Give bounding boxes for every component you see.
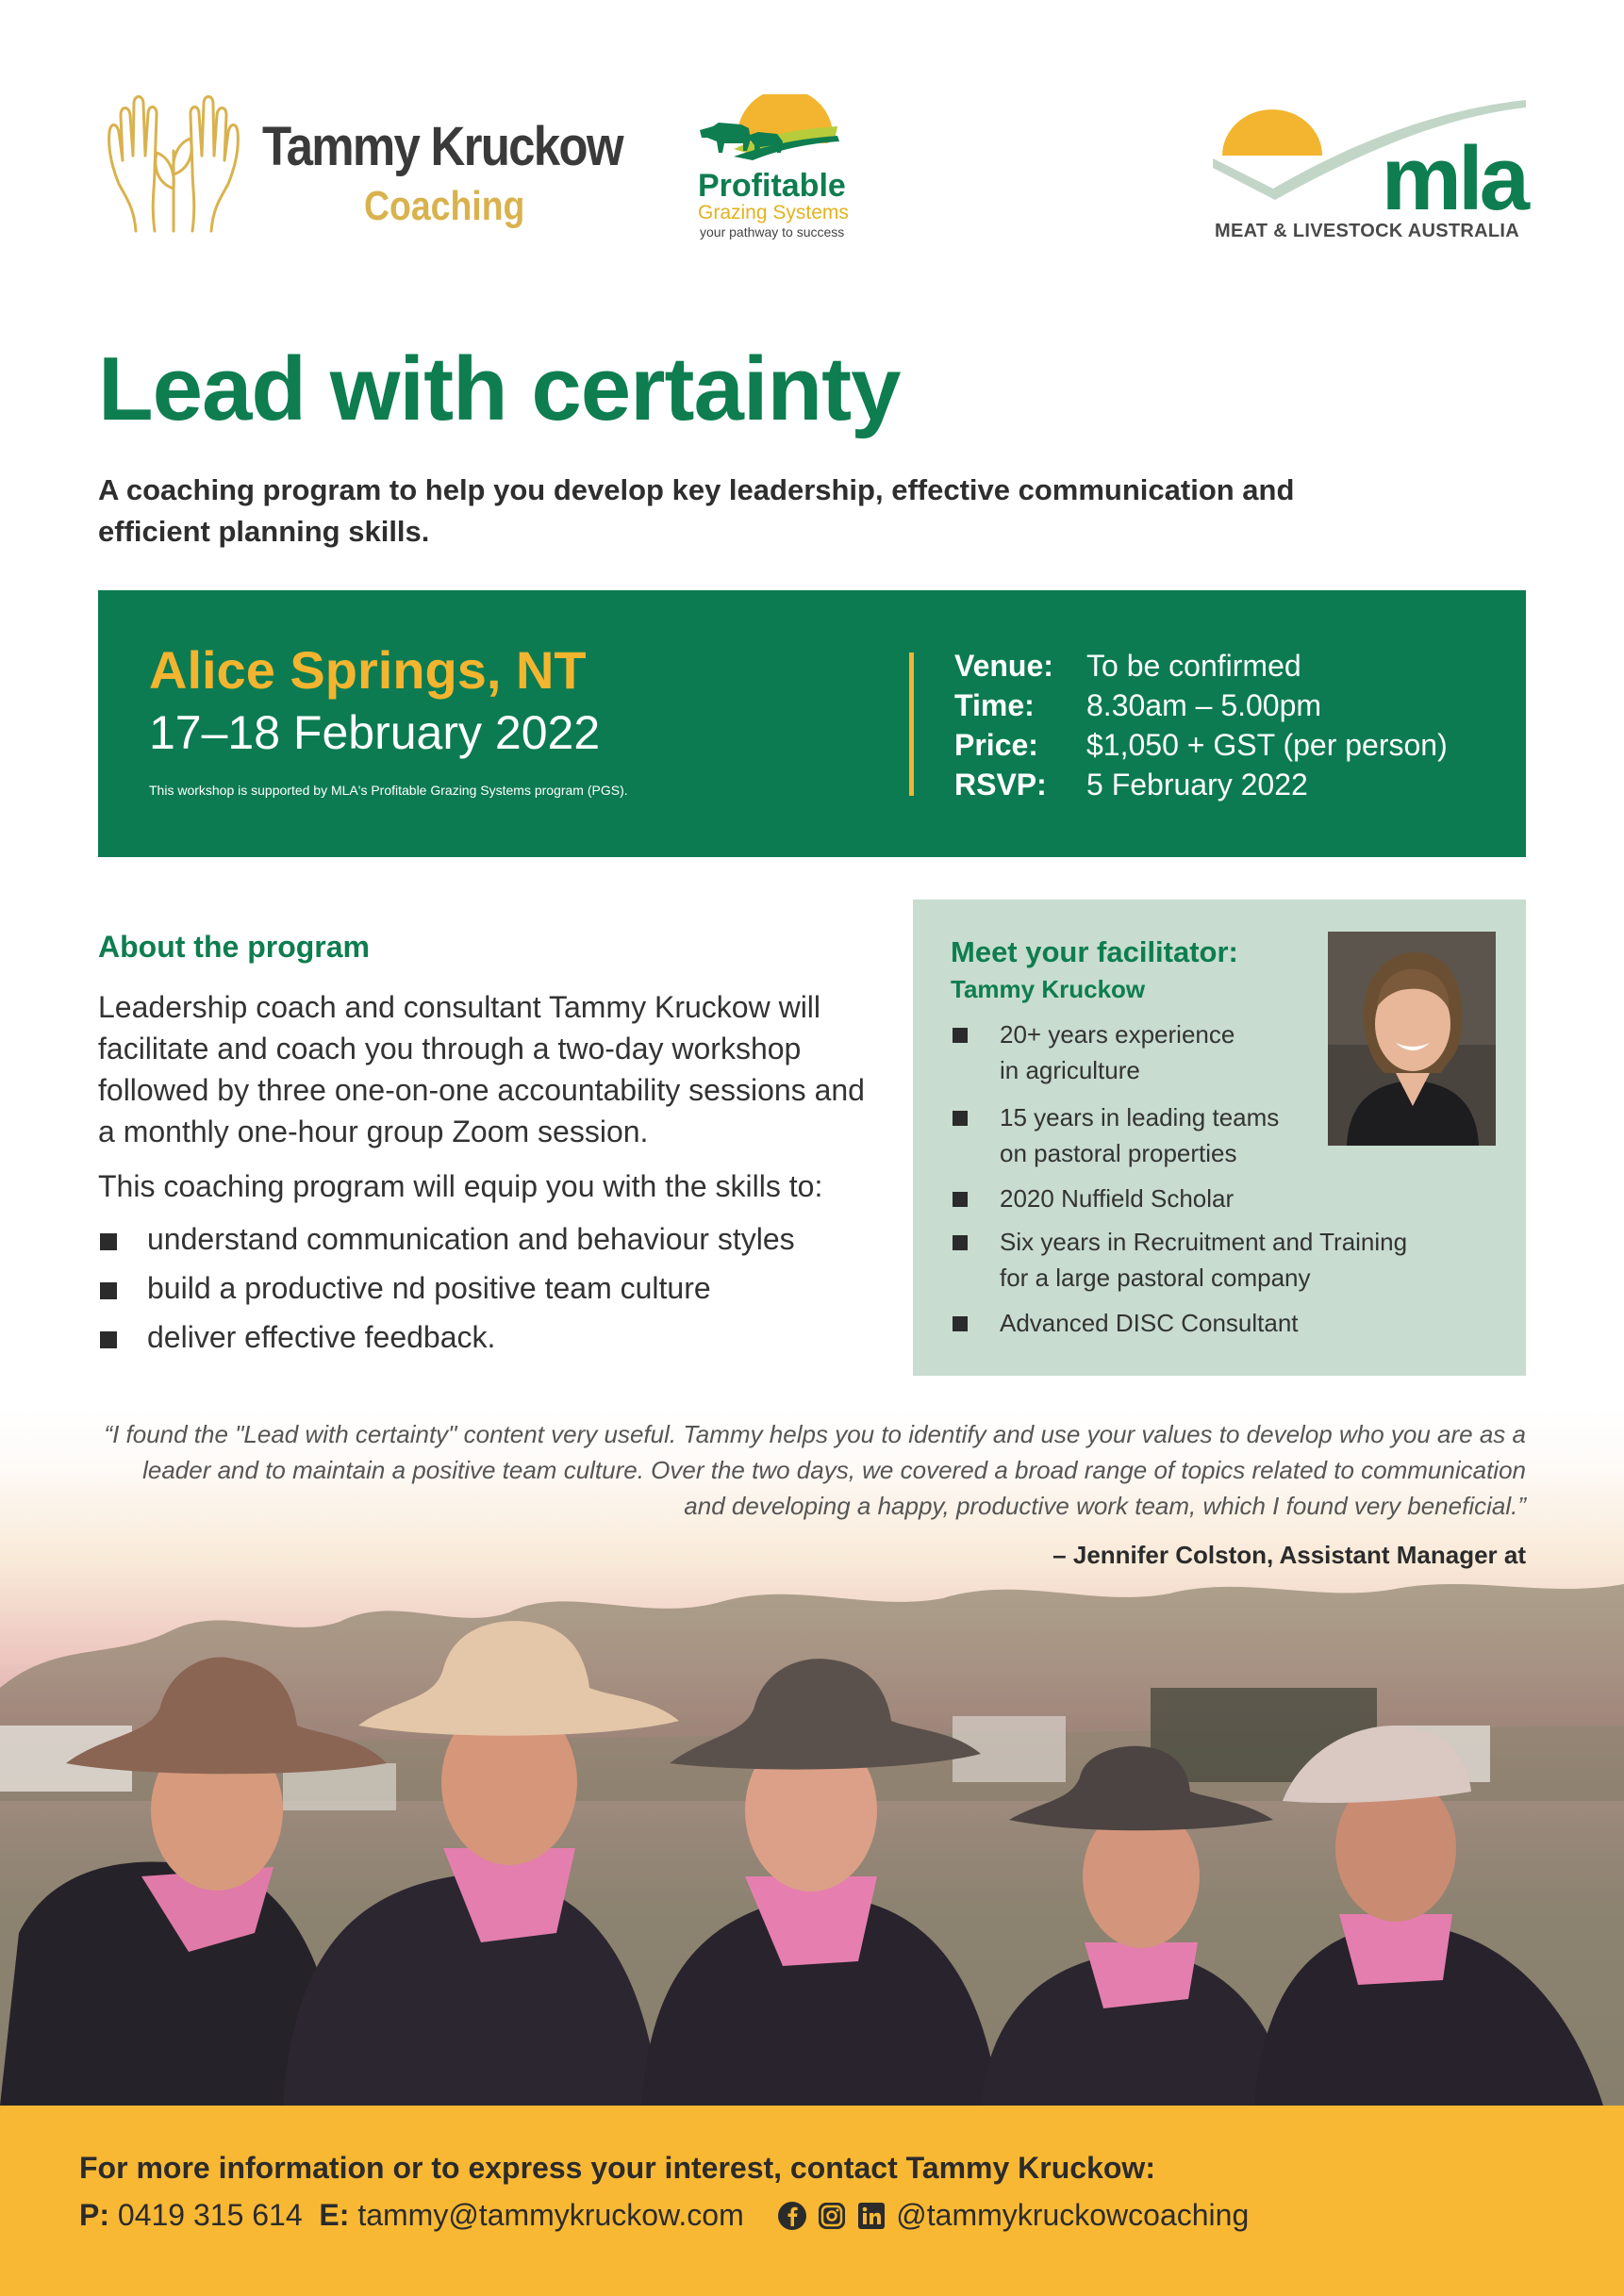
detail-venue [954, 649, 1301, 684]
facilitator-name: Tammy Kruckow [951, 975, 1146, 1003]
page-title: Lead with certainty [98, 339, 901, 439]
testimonial-attribution: – Jennifer Colston, Assistant Manager at [1052, 1541, 1526, 1569]
detail-value: To be confirmed [1086, 649, 1301, 683]
list-item: deliver effective feedback. [98, 1320, 881, 1369]
logo-name: Tammy Kruckow [262, 116, 622, 177]
linkedin-icon[interactable] [856, 2201, 887, 2231]
facilitator-heading: Meet your facilitator: [951, 935, 1238, 968]
event-support-note: This workshop is supported by MLA's Profitable Grazing Systems program (PGS). [149, 783, 628, 798]
skills-list [98, 1222, 881, 1369]
bullet-square-icon [953, 1316, 968, 1331]
pgs-subtitle: Grazing Systems [698, 202, 849, 223]
list-item: build a productive nd positive team culture [98, 1271, 881, 1320]
about-heading: About the program [98, 930, 370, 964]
bullet-square-icon [100, 1233, 117, 1250]
bullet-square-icon [100, 1331, 117, 1348]
facilitator-panel: Meet your facilitator: Tammy Kruckow 20+ years experience in agriculture 15 years in leading teams on pastoral properties 2020 Nuffield Scholar Six years in Recruitment and Training for a large pastoral company Advanced DISC Consultant [913, 900, 1526, 1376]
detail-value: $1,050 + GST (per person) [1086, 728, 1448, 762]
detail-time [954, 688, 1321, 723]
event-location: Alice Springs, NT [149, 640, 587, 700]
detail-label: Time: [954, 688, 1035, 722]
mla-logo [1213, 94, 1526, 250]
detail-value: 5 February 2022 [1086, 768, 1308, 801]
detail-label: Price: [954, 728, 1038, 762]
facilitator-photo [1328, 932, 1496, 1146]
pgs-tagline: your pathway to success [700, 224, 845, 240]
email-address[interactable]: tammy@tammykruckow.com [357, 2198, 744, 2232]
bullet-square-icon [953, 1192, 968, 1207]
pgs-title: Profitable [698, 168, 846, 204]
event-dates: 17–18 February 2022 [149, 706, 601, 759]
detail-label: RSVP: [954, 768, 1047, 801]
list-item: understand communication and behaviour styles [98, 1222, 881, 1271]
detail-rsvp [954, 768, 1308, 802]
event-details-panel [98, 590, 1526, 857]
logo-sub: Coaching [364, 183, 525, 229]
event-divider [909, 652, 914, 796]
hands-plant-icon [98, 94, 249, 236]
facebook-icon[interactable] [777, 2201, 807, 2231]
phone-label: P: [79, 2198, 109, 2232]
contact-footer [0, 2106, 1624, 2296]
mla-wordmark: mla [1381, 128, 1526, 229]
testimonial-quote: “I found the "Lead with certainty" content very useful. Tammy helps you to identify and use your values to develop who you are as a leader and to maintain a positive team culture. Over the two days, we covered a broad range of topics related to communication and developing a happy, productive work team, which I found very beneficial.” [104, 1420, 1526, 1520]
page-subtitle: A coaching program to help you develop key leadership, effective communication and efficient planning skills. [98, 473, 1295, 548]
detail-price [954, 728, 1448, 763]
about-paragraph: Leadership coach and consultant Tammy Kruckow will facilitate and coach you through a two-day workshop followed by three one-on-one accountability sessions and a monthly one-hour group Zoom session. [98, 990, 865, 1148]
bullet-square-icon [953, 1235, 968, 1250]
social-handle[interactable]: @tammykruckowcoaching [896, 2198, 1250, 2232]
bullet-square-icon [100, 1282, 117, 1299]
bullet-square-icon [953, 1028, 968, 1043]
phone-number[interactable]: 0419 315 614 [117, 2198, 303, 2232]
email-label: E: [319, 2198, 350, 2232]
skills-intro: This coaching program will equip you with the skills to: [98, 1169, 823, 1203]
footer-heading: For more information or to express your interest, contact Tammy Kruckow: [79, 2151, 1155, 2185]
instagram-icon[interactable] [817, 2201, 847, 2231]
profitable-grazing-systems-logo [696, 94, 875, 245]
detail-value: 8.30am – 5.00pm [1086, 688, 1322, 722]
bullet-square-icon [953, 1111, 968, 1126]
footer-contact-line [79, 2198, 1249, 2233]
detail-label: Venue: [954, 649, 1053, 683]
mla-tagline: MEAT & LIVESTOCK AUSTRALIA [1215, 221, 1519, 241]
tammy-kruckow-coaching-logo [98, 94, 626, 245]
sun-cattle-icon [696, 94, 875, 170]
